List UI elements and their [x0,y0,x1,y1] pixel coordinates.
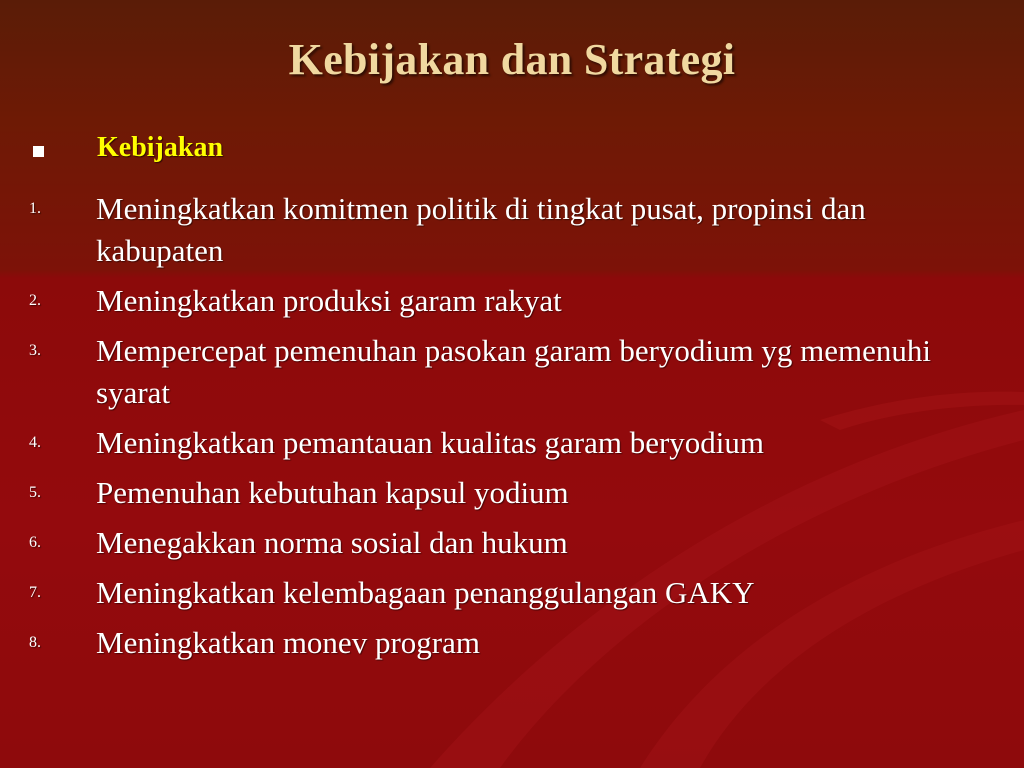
list-item-text: Meningkatkan komitmen politik di tingkat pusat, propinsi dan kabupaten [96,191,866,268]
list-item-text: Meningkatkan pemantauan kualitas garam beryodium [96,425,765,460]
list-item [0,330,1024,414]
list-item [0,572,1024,614]
square-bullet-icon [33,146,44,157]
list-item [0,422,1024,464]
list-item-text: Pemenuhan kebutuhan kapsul yodium [96,475,569,510]
list-item-number: 5. [29,484,41,501]
policy-list [0,188,1024,672]
list-item [0,280,1024,322]
list-item-number: 6. [29,534,41,551]
list-item [0,188,1024,272]
list-item-text: Meningkatkan produksi garam rakyat [96,283,562,318]
list-item-number: 1. [29,200,41,217]
list-item-text: Mempercepat pemenuhan pasokan garam beryodium yg memenuhi syarat [96,333,932,410]
list-item-text: Meningkatkan kelembagaan penanggulangan GAKY [96,575,755,610]
slide-title: Kebijakan dan Strategi [288,35,736,84]
list-item [0,522,1024,564]
list-item-text: Meningkatkan monev program [96,625,480,660]
list-item [0,472,1024,514]
list-item-number: 8. [29,634,41,651]
list-item-text: Menegakkan norma sosial dan hukum [96,525,568,560]
section-heading: Kebijakan [97,132,224,163]
list-item-number: 4. [29,434,41,451]
section-heading-row [0,132,1024,172]
list-item-number: 7. [29,584,41,601]
list-item-number: 2. [29,292,41,309]
list-item-number: 3. [29,342,41,359]
list-item [0,622,1024,664]
